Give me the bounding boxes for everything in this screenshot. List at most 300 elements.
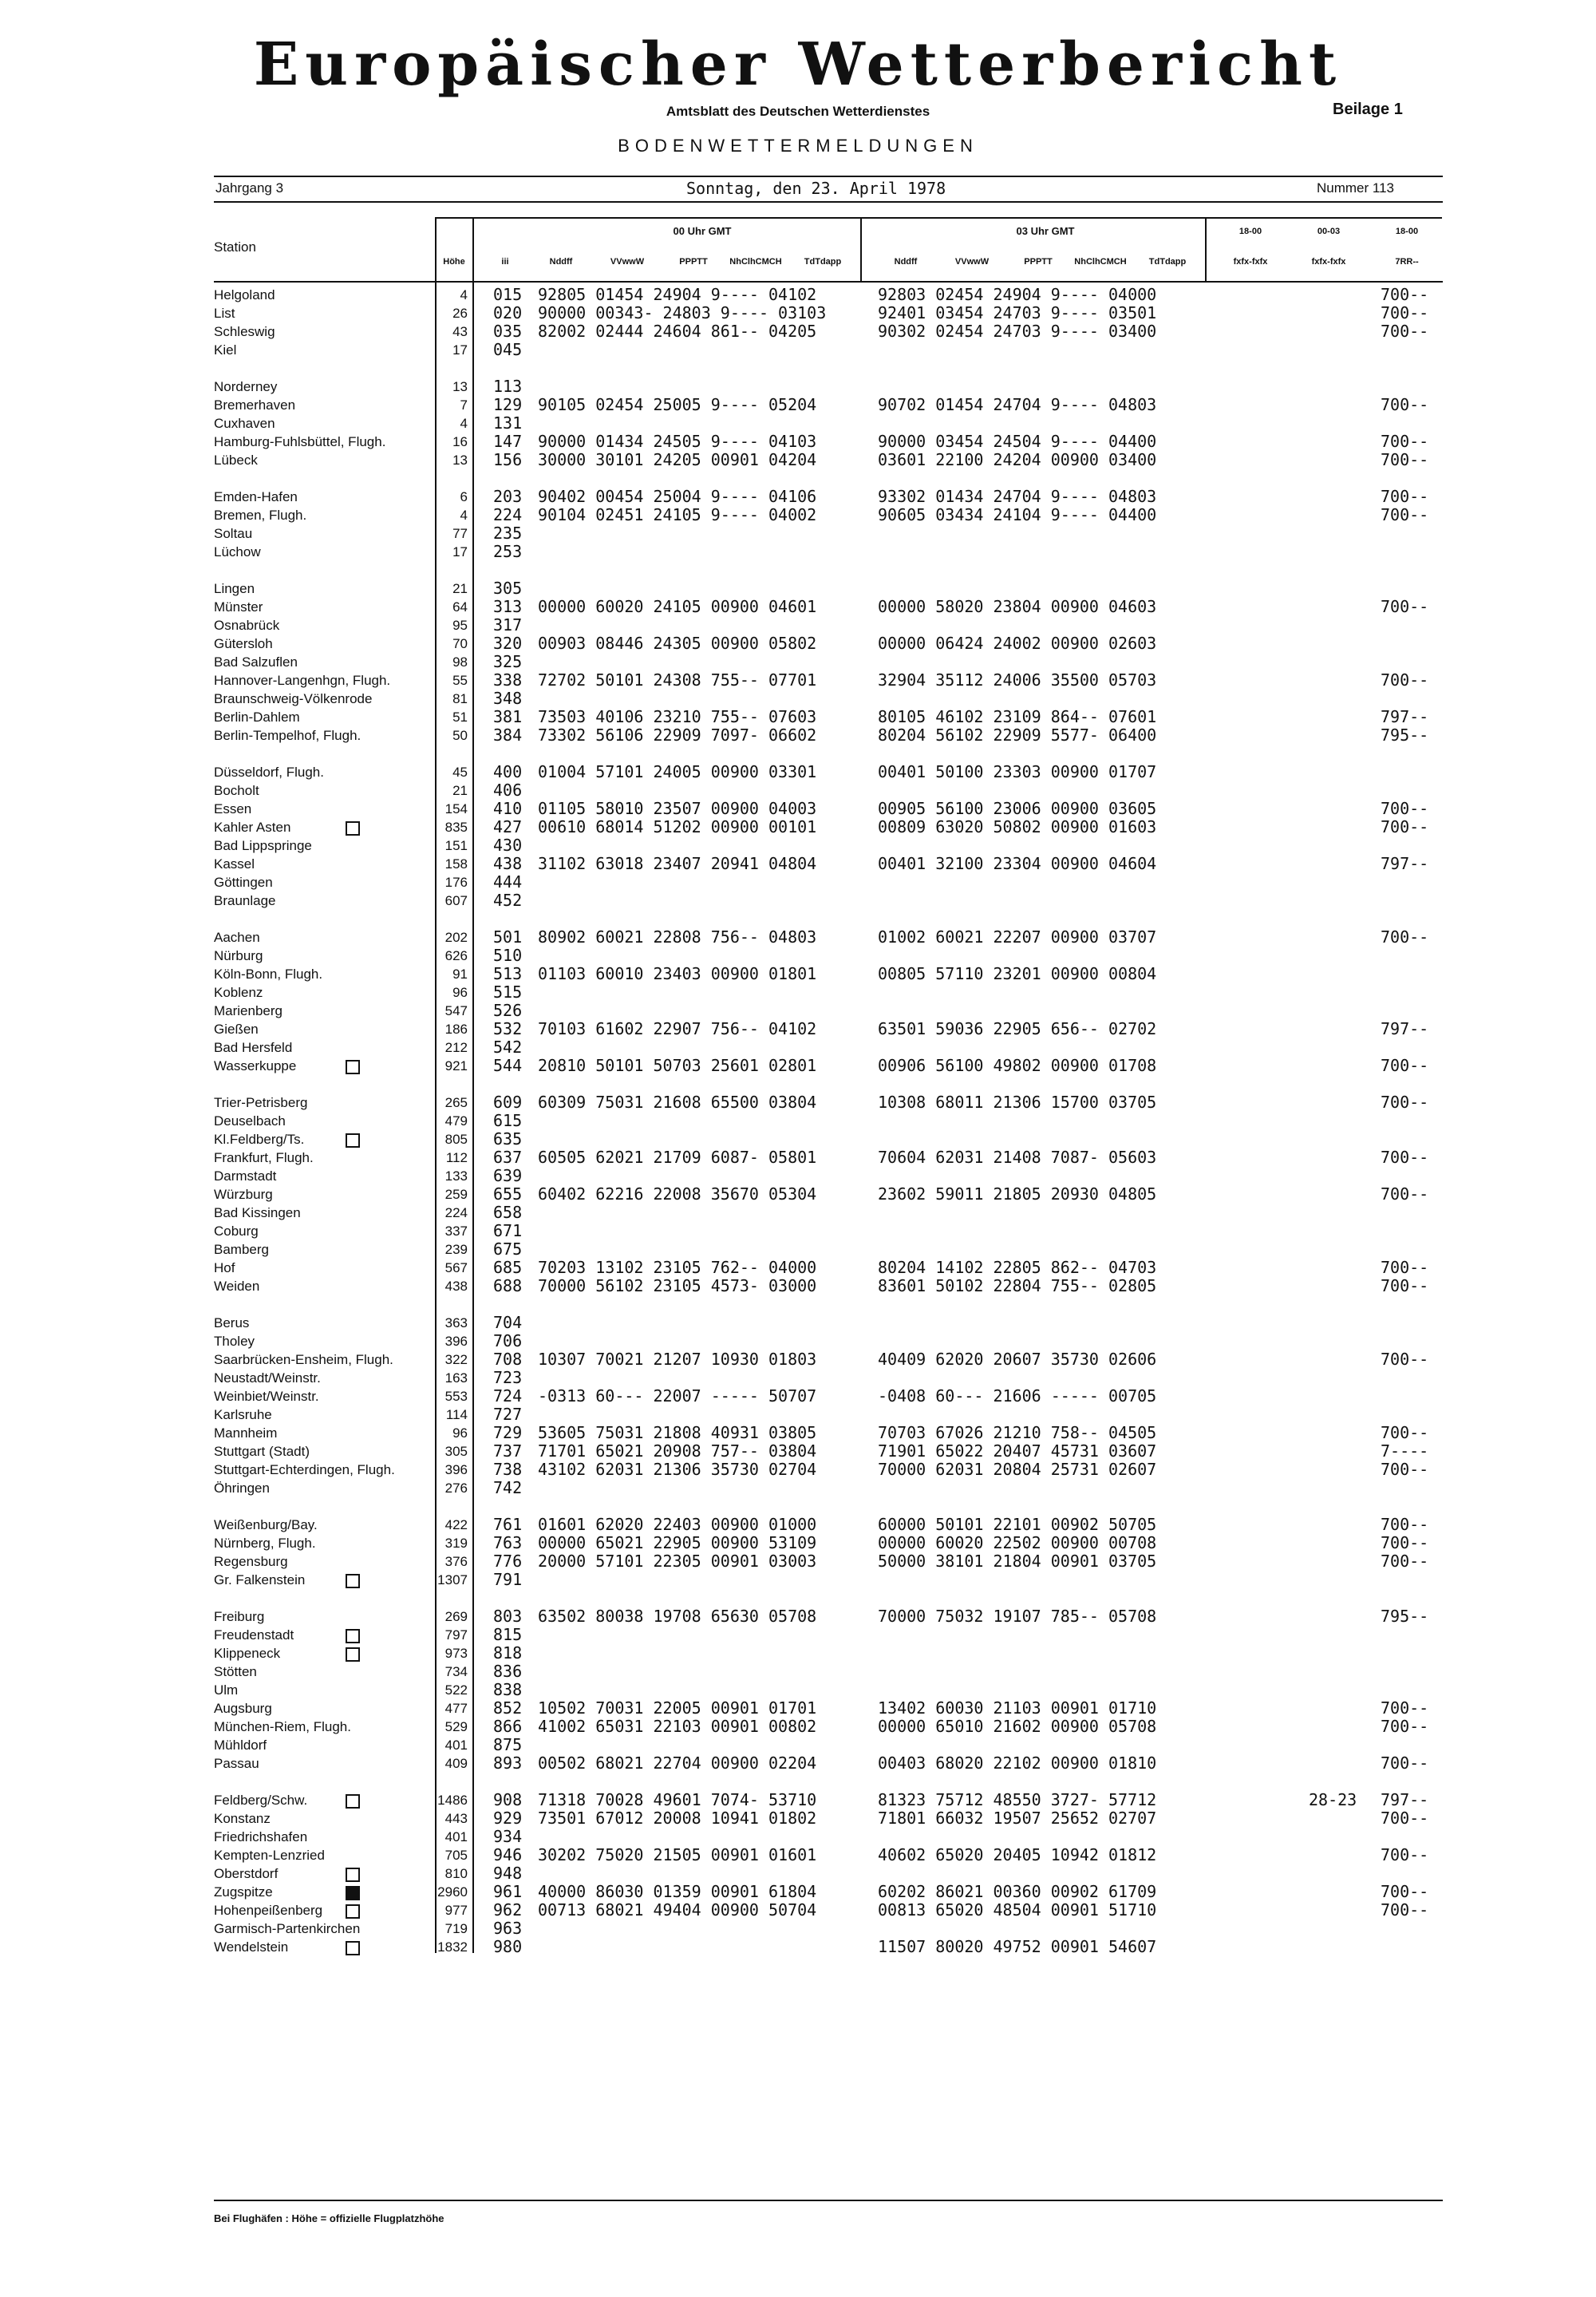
- station-name: Bad Salzuflen: [214, 654, 298, 670]
- station-name: Saarbrücken-Ensheim, Flugh.: [214, 1352, 393, 1367]
- obs-00-gmt: 70203 13102 23105 762-- 04000: [538, 1258, 817, 1277]
- station-height: 443: [444, 1811, 468, 1826]
- station-name: Kl.Feldberg/Ts.: [214, 1132, 305, 1147]
- station-marker-icon: [346, 1941, 360, 1955]
- station-index: 639: [493, 1166, 523, 1185]
- obs-00-gmt: 60309 75031 21608 65500 03804: [538, 1093, 817, 1112]
- station-height: [431, 1773, 468, 1791]
- precip-group: 700--: [1381, 1350, 1429, 1369]
- obs-03-gmt: 32904 35112 24006 35500 05703: [878, 670, 1157, 690]
- obs-03-gmt: 92803 02454 24904 9---- 04000: [878, 285, 1157, 304]
- issue-number: Nummer 113: [1317, 180, 1394, 196]
- station-index: 513: [493, 964, 523, 983]
- station-height: 158: [444, 856, 468, 872]
- station-name: Bad Lippspringe: [214, 838, 312, 853]
- station-name: Kiel: [214, 342, 237, 358]
- station-name: Hamburg-Fuhlsbüttel, Flugh.: [214, 434, 386, 449]
- obs-03-gmt: 00906 56100 49802 00900 01708: [878, 1056, 1157, 1075]
- obs-00-gmt: 01004 57101 24005 00900 03301: [538, 762, 817, 781]
- station-index: 727: [493, 1405, 523, 1424]
- obs-03-gmt: 40602 65020 20405 10942 01812: [878, 1845, 1157, 1864]
- obs-00-gmt: 00000 65021 22905 00900 53109: [538, 1533, 817, 1552]
- precip-group: 700--: [1381, 670, 1429, 690]
- precip-group: 700--: [1381, 432, 1429, 451]
- obs-03-gmt: 70604 62031 21408 7087- 05603: [878, 1148, 1157, 1167]
- hoehe-header: Höhe: [443, 257, 465, 267]
- station-height: 13: [452, 379, 468, 394]
- station-height: 259: [444, 1187, 468, 1202]
- station-index: 129: [493, 395, 523, 414]
- station-index: 729: [493, 1423, 523, 1442]
- station-name: Cuxhaven: [214, 416, 275, 431]
- obs-00-gmt: 73302 56106 22909 7097- 06602: [538, 725, 817, 745]
- page-title: Europäischer Wetterbericht: [253, 30, 1343, 99]
- station-index: 035: [493, 322, 523, 341]
- precip-group: 700--: [1381, 1882, 1429, 1901]
- station-index: 704: [493, 1313, 523, 1332]
- station-marker-icon: [346, 1904, 360, 1919]
- obs-00-gmt: 00713 68021 49404 00900 50704: [538, 1900, 817, 1919]
- station-index: 325: [493, 652, 523, 671]
- station-height: 921: [444, 1058, 468, 1073]
- station-name: Kahler Asten: [214, 820, 291, 835]
- col-ppptt-00: PPPTT: [679, 257, 708, 267]
- station-height: 1307: [437, 1572, 468, 1587]
- station-index: 708: [493, 1350, 523, 1369]
- obs-03-gmt: 10308 68011 21306 15700 03705: [878, 1093, 1157, 1112]
- station-name: Friedrichshafen: [214, 1829, 308, 1844]
- precip-group: 797--: [1381, 854, 1429, 873]
- station-height: 26: [452, 306, 468, 321]
- station-height: 151: [444, 838, 468, 853]
- station-index: 430: [493, 836, 523, 855]
- station-name: Kassel: [214, 856, 255, 872]
- station-height: [431, 910, 468, 928]
- obs-00-gmt: -0313 60--- 22007 ----- 50707: [538, 1386, 817, 1405]
- station-index: 444: [493, 872, 523, 892]
- station-name: Konstanz: [214, 1811, 271, 1826]
- station-name: Lüchow: [214, 544, 261, 559]
- obs-00-gmt: 20000 57101 22305 00901 03003: [538, 1552, 817, 1571]
- station-height: 45: [452, 765, 468, 780]
- station-marker-icon: [346, 1647, 360, 1662]
- station-index: 203: [493, 487, 523, 506]
- station-name: Karlsruhe: [214, 1407, 272, 1422]
- station-height: 567: [444, 1260, 468, 1275]
- precip-group: 700--: [1381, 927, 1429, 947]
- station-name: Passau: [214, 1756, 259, 1771]
- station-height: 977: [444, 1903, 468, 1918]
- station-name: Lingen: [214, 581, 255, 596]
- station-name: Darmstadt: [214, 1168, 277, 1184]
- station-height: 705: [444, 1848, 468, 1863]
- station-index: 147: [493, 432, 523, 451]
- station-height: 438: [444, 1279, 468, 1294]
- station-index: 658: [493, 1203, 523, 1222]
- station-index: 452: [493, 891, 523, 910]
- page-subtitle: Amtsblatt des Deutschen Wetterdienstes: [666, 104, 930, 119]
- col-tdtdapp-00: TdTdapp: [804, 257, 842, 267]
- station-name: Münster: [214, 599, 263, 615]
- right-bottom-3: 7RR--: [1395, 257, 1419, 267]
- station-index: 381: [493, 707, 523, 726]
- station-height: [431, 359, 468, 378]
- footnote: Bei Flughäfen : Höhe = offizielle Flugplatzhöhe: [214, 2212, 444, 2224]
- station-name: Feldberg/Schw.: [214, 1793, 308, 1808]
- precip-group: 700--: [1381, 1056, 1429, 1075]
- obs-03-gmt: 90702 01454 24704 9---- 04803: [878, 395, 1157, 414]
- station-height: 1832: [437, 1939, 468, 1955]
- col-ppptt-03: PPPTT: [1024, 257, 1053, 267]
- station-name: Zugspitze: [214, 1884, 273, 1900]
- station-name: Wendelstein: [214, 1939, 289, 1955]
- station-name: Aachen: [214, 930, 260, 945]
- station-name: Ulm: [214, 1682, 239, 1698]
- station-height: 319: [444, 1536, 468, 1551]
- station-height: 154: [444, 801, 468, 816]
- station-index: 742: [493, 1478, 523, 1497]
- station-height: 96: [452, 985, 468, 1000]
- station-name: Mühldorf: [214, 1738, 267, 1753]
- station-name: Hohenpeißenberg: [214, 1903, 323, 1918]
- station-height: 797: [444, 1627, 468, 1643]
- obs-03-gmt: 81323 75712 48550 3727- 57712: [878, 1790, 1157, 1809]
- precip-group: 700--: [1381, 1845, 1429, 1864]
- station-name: Essen: [214, 801, 252, 816]
- obs-00-gmt: 60402 62216 22008 35670 05304: [538, 1184, 817, 1204]
- precip-group: 700--: [1381, 1698, 1429, 1718]
- beilage-label: Beilage 1: [1333, 101, 1403, 118]
- table-header-rule-bottom: [214, 281, 1443, 283]
- station-index: 838: [493, 1680, 523, 1699]
- station-height: 21: [452, 783, 468, 798]
- station-height: 6: [460, 489, 468, 504]
- station-index: 156: [493, 450, 523, 469]
- obs-03-gmt: 00000 58020 23804 00900 04603: [878, 597, 1157, 616]
- obs-00-gmt: 10307 70021 21207 10930 01803: [538, 1350, 817, 1369]
- station-height: 529: [444, 1719, 468, 1734]
- station-name: Stuttgart-Echterdingen, Flugh.: [214, 1462, 395, 1477]
- obs-03-gmt: 70000 62031 20804 25731 02607: [878, 1460, 1157, 1479]
- station-height: 95: [452, 618, 468, 633]
- station-index: 635: [493, 1129, 523, 1148]
- station-height: 396: [444, 1334, 468, 1349]
- station-index: 305: [493, 579, 523, 598]
- iii-header: iii: [501, 257, 509, 267]
- station-height: [431, 1295, 468, 1314]
- precip-group: 7----: [1381, 1441, 1429, 1461]
- station-height: 114: [445, 1407, 468, 1422]
- obs-00-gmt: 01105 58010 23507 00900 04003: [538, 799, 817, 818]
- obs-03-gmt: 60202 86021 00360 00902 61709: [878, 1882, 1157, 1901]
- station-height: 81: [452, 691, 468, 706]
- station-name: Norderney: [214, 379, 278, 394]
- precip-group: 700--: [1381, 1460, 1429, 1479]
- station-height: 396: [444, 1462, 468, 1477]
- table-header-rule-top: [435, 217, 1442, 219]
- station-index: 946: [493, 1845, 523, 1864]
- station-height: 239: [444, 1242, 468, 1257]
- obs-03-gmt: 40409 62020 20607 35730 02606: [878, 1350, 1157, 1369]
- obs-03-gmt: 50000 38101 21804 00901 03705: [878, 1552, 1157, 1571]
- station-height: 4: [460, 508, 468, 523]
- header-rule-bottom: [214, 201, 1443, 203]
- station-name: Lübeck: [214, 453, 258, 468]
- issue-date: Sonntag, den 23. April 1978: [686, 179, 946, 198]
- precip-group: 700--: [1381, 817, 1429, 836]
- station-index: 400: [493, 762, 523, 781]
- station-name: Weinbiet/Weinstr.: [214, 1389, 319, 1404]
- station-marker-icon: [346, 1629, 360, 1643]
- station-name: Gr. Falkenstein: [214, 1572, 306, 1587]
- station-name: Emden-Hafen: [214, 489, 298, 504]
- obs-03-gmt: 00403 68020 22102 00900 01810: [878, 1753, 1157, 1773]
- station-name: Stuttgart (Stadt): [214, 1444, 310, 1459]
- station-index: 706: [493, 1331, 523, 1350]
- station-name: Soltau: [214, 526, 253, 541]
- obs-00-gmt: 90105 02454 25005 9---- 05204: [538, 395, 817, 414]
- precip-group: 700--: [1381, 799, 1429, 818]
- station-height: 401: [444, 1829, 468, 1844]
- group03-header: 03 Uhr GMT: [1016, 225, 1075, 237]
- right-top-2: 00-03: [1317, 227, 1341, 236]
- station-name: Marienberg: [214, 1003, 282, 1018]
- station-height: 337: [444, 1224, 468, 1239]
- station-name: Klippeneck: [214, 1646, 281, 1661]
- obs-00-gmt: 90104 02451 24105 9---- 04002: [538, 505, 817, 524]
- station-height: 553: [444, 1389, 468, 1404]
- right-top-1: 18-00: [1238, 227, 1262, 236]
- station-index: 836: [493, 1662, 523, 1681]
- station-name: Frankfurt, Flugh.: [214, 1150, 314, 1165]
- obs-03-gmt: 00401 50100 23303 00900 01707: [878, 762, 1157, 781]
- station-name: Kempten-Lenzried: [214, 1848, 325, 1863]
- station-name: Bamberg: [214, 1242, 269, 1257]
- obs-03-gmt: 90605 03434 24104 9---- 04400: [878, 505, 1157, 524]
- precip-group: 700--: [1381, 1258, 1429, 1277]
- station-name: Bad Hersfeld: [214, 1040, 293, 1055]
- station-height: 4: [460, 287, 468, 302]
- obs-00-gmt: 00610 68014 51202 00900 00101: [538, 817, 817, 836]
- station-height: 376: [444, 1554, 468, 1569]
- precip-group: 797--: [1381, 1019, 1429, 1038]
- precip-group: 700--: [1381, 322, 1429, 341]
- obs-03-gmt: 00809 63020 50802 00900 01603: [878, 817, 1157, 836]
- precip-group: 700--: [1381, 597, 1429, 616]
- station-height: 17: [452, 544, 468, 559]
- precip-group: 700--: [1381, 1148, 1429, 1167]
- obs-03-gmt: 11507 80020 49752 00901 54607: [878, 1937, 1157, 1956]
- column-divider-iii: [472, 217, 474, 1953]
- station-marker-icon: [346, 821, 360, 836]
- station-name: Schleswig: [214, 324, 275, 339]
- section-title: BODENWETTERMELDUNGEN: [618, 136, 978, 156]
- gust-value: 28-23: [1309, 1790, 1357, 1809]
- station-index: 737: [493, 1441, 523, 1461]
- station-index: 763: [493, 1533, 523, 1552]
- obs-00-gmt: 60505 62021 21709 6087- 05801: [538, 1148, 817, 1167]
- station-height: 401: [444, 1738, 468, 1753]
- precip-group: 700--: [1381, 1717, 1429, 1736]
- footer-rule: [214, 2200, 1443, 2201]
- station-height: 719: [444, 1921, 468, 1936]
- station-index: 963: [493, 1919, 523, 1938]
- col-clouds-00: NhClhCMCH: [729, 257, 782, 267]
- station-index: 320: [493, 634, 523, 653]
- station-name: München-Riem, Flugh.: [214, 1719, 351, 1734]
- obs-00-gmt: 01601 62020 22403 00900 01000: [538, 1515, 817, 1534]
- obs-03-gmt: 92401 03454 24703 9---- 03501: [878, 303, 1157, 322]
- obs-00-gmt: 71701 65021 20908 757-- 03804: [538, 1441, 817, 1461]
- obs-03-gmt: 00905 56100 23006 00900 03605: [878, 799, 1157, 818]
- station-index: 438: [493, 854, 523, 873]
- station-index: 515: [493, 982, 523, 1002]
- station-index: 761: [493, 1515, 523, 1534]
- station-name: Mannheim: [214, 1425, 278, 1441]
- precip-group: 700--: [1381, 1552, 1429, 1571]
- station-index: 671: [493, 1221, 523, 1240]
- obs-03-gmt: 60000 50101 22101 00902 50705: [878, 1515, 1157, 1534]
- station-name: Oberstdorf: [214, 1866, 279, 1881]
- obs-03-gmt: 70703 67026 21210 758-- 04505: [878, 1423, 1157, 1442]
- station-height: 409: [444, 1756, 468, 1771]
- station-height: 276: [444, 1481, 468, 1496]
- precip-group: 795--: [1381, 1607, 1429, 1626]
- station-name: Öhringen: [214, 1481, 270, 1496]
- station-name: Coburg: [214, 1224, 259, 1239]
- station-index: 113: [493, 377, 523, 396]
- station-name: Göttingen: [214, 875, 273, 890]
- station-height: 479: [444, 1113, 468, 1129]
- station-height: [431, 1589, 468, 1607]
- station-index: 615: [493, 1111, 523, 1130]
- obs-00-gmt: 30000 30101 24205 00901 04204: [538, 450, 817, 469]
- station-height: 16: [452, 434, 468, 449]
- precip-group: 797--: [1381, 1790, 1429, 1809]
- station-index: 020: [493, 303, 523, 322]
- precip-group: 700--: [1381, 1276, 1429, 1295]
- station-height: 322: [444, 1352, 468, 1367]
- station-name: Bocholt: [214, 783, 259, 798]
- precip-group: 700--: [1381, 303, 1429, 322]
- station-index: 015: [493, 285, 523, 304]
- col-tdtdapp-03: TdTdapp: [1148, 257, 1187, 267]
- station-height: 212: [444, 1040, 468, 1055]
- station-height: 547: [444, 1003, 468, 1018]
- precip-group: 700--: [1381, 505, 1429, 524]
- station-height: 98: [452, 654, 468, 670]
- station-index: 791: [493, 1570, 523, 1589]
- station-height: 176: [444, 875, 468, 890]
- station-name: Gießen: [214, 1022, 259, 1037]
- station-height: 1486: [437, 1793, 468, 1808]
- station-index: 501: [493, 927, 523, 947]
- station-height: [431, 561, 468, 579]
- precip-group: 700--: [1381, 1184, 1429, 1204]
- station-index: 532: [493, 1019, 523, 1038]
- precip-group: 700--: [1381, 1515, 1429, 1534]
- obs-00-gmt: 00502 68021 22704 00900 02204: [538, 1753, 817, 1773]
- station-height: 607: [444, 893, 468, 908]
- obs-03-gmt: 90000 03454 24504 9---- 04400: [878, 432, 1157, 451]
- station-name: Braunlage: [214, 893, 276, 908]
- station-height: [431, 1075, 468, 1093]
- obs-03-gmt: 13402 60030 21103 00901 01710: [878, 1698, 1157, 1718]
- station-name: Düsseldorf, Flugh.: [214, 765, 324, 780]
- station-index: 980: [493, 1937, 523, 1956]
- obs-03-gmt: 63501 59036 22905 656-- 02702: [878, 1019, 1157, 1038]
- precip-group: 797--: [1381, 707, 1429, 726]
- column-divider-00: [860, 217, 862, 281]
- obs-00-gmt: 30202 75020 21505 00901 01601: [538, 1845, 817, 1864]
- obs-00-gmt: 63502 80038 19708 65630 05708: [538, 1607, 817, 1626]
- obs-00-gmt: 01103 60010 23403 00900 01801: [538, 964, 817, 983]
- station-height: 163: [444, 1370, 468, 1386]
- precip-group: 700--: [1381, 450, 1429, 469]
- station-height: 734: [444, 1664, 468, 1679]
- station-height: [431, 469, 468, 488]
- obs-00-gmt: 70000 56102 23105 4573- 03000: [538, 1276, 817, 1295]
- station-height: 7: [460, 397, 468, 413]
- station-index: 866: [493, 1717, 523, 1736]
- station-name: Freudenstadt: [214, 1627, 294, 1643]
- col-nddff-03: Nddff: [894, 257, 918, 267]
- station-height: 70: [452, 636, 468, 651]
- col-clouds-03: NhClhCMCH: [1074, 257, 1127, 267]
- station-name: Augsburg: [214, 1701, 272, 1716]
- station-height: 64: [452, 599, 468, 615]
- obs-00-gmt: 40000 86030 01359 00901 61804: [538, 1882, 817, 1901]
- station-index: 317: [493, 615, 523, 635]
- station-height: 96: [452, 1425, 468, 1441]
- obs-00-gmt: 90402 00454 25004 9---- 04106: [538, 487, 817, 506]
- station-index: 908: [493, 1790, 523, 1809]
- obs-00-gmt: 72702 50101 24308 755-- 07701: [538, 670, 817, 690]
- obs-00-gmt: 70103 61602 22907 756-- 04102: [538, 1019, 817, 1038]
- station-index: 526: [493, 1001, 523, 1020]
- station-height: 522: [444, 1682, 468, 1698]
- header-rule-top: [214, 176, 1443, 177]
- station-index: 510: [493, 946, 523, 965]
- station-index: 655: [493, 1184, 523, 1204]
- obs-00-gmt: 73501 67012 20008 10941 01802: [538, 1809, 817, 1828]
- station-name: Bremen, Flugh.: [214, 508, 307, 523]
- station-height: 363: [444, 1315, 468, 1330]
- station-height: 21: [452, 581, 468, 596]
- station-index: 688: [493, 1276, 523, 1295]
- obs-00-gmt: 53605 75031 21808 40931 03805: [538, 1423, 817, 1442]
- station-marker-icon: [346, 1133, 360, 1148]
- station-height: 2960: [437, 1884, 468, 1900]
- station-marker-icon: [346, 1794, 360, 1809]
- group00-header: 00 Uhr GMT: [673, 225, 732, 237]
- station-index: 875: [493, 1735, 523, 1754]
- station-index: 131: [493, 413, 523, 433]
- obs-00-gmt: 41002 65031 22103 00901 00802: [538, 1717, 817, 1736]
- station-name: Berlin-Tempelhof, Flugh.: [214, 728, 361, 743]
- station-height: 626: [444, 948, 468, 963]
- precip-group: 795--: [1381, 725, 1429, 745]
- col-vvwww-03: VVwwW: [954, 257, 990, 267]
- station-name: Koblenz: [214, 985, 263, 1000]
- precip-group: 700--: [1381, 1093, 1429, 1112]
- station-name: Nürburg: [214, 948, 263, 963]
- station-index: 338: [493, 670, 523, 690]
- station-height: 477: [444, 1701, 468, 1716]
- obs-00-gmt: 73503 40106 23210 755-- 07603: [538, 707, 817, 726]
- station-name: Tholey: [214, 1334, 255, 1349]
- obs-00-gmt: 82002 02444 24604 861-- 04205: [538, 322, 817, 341]
